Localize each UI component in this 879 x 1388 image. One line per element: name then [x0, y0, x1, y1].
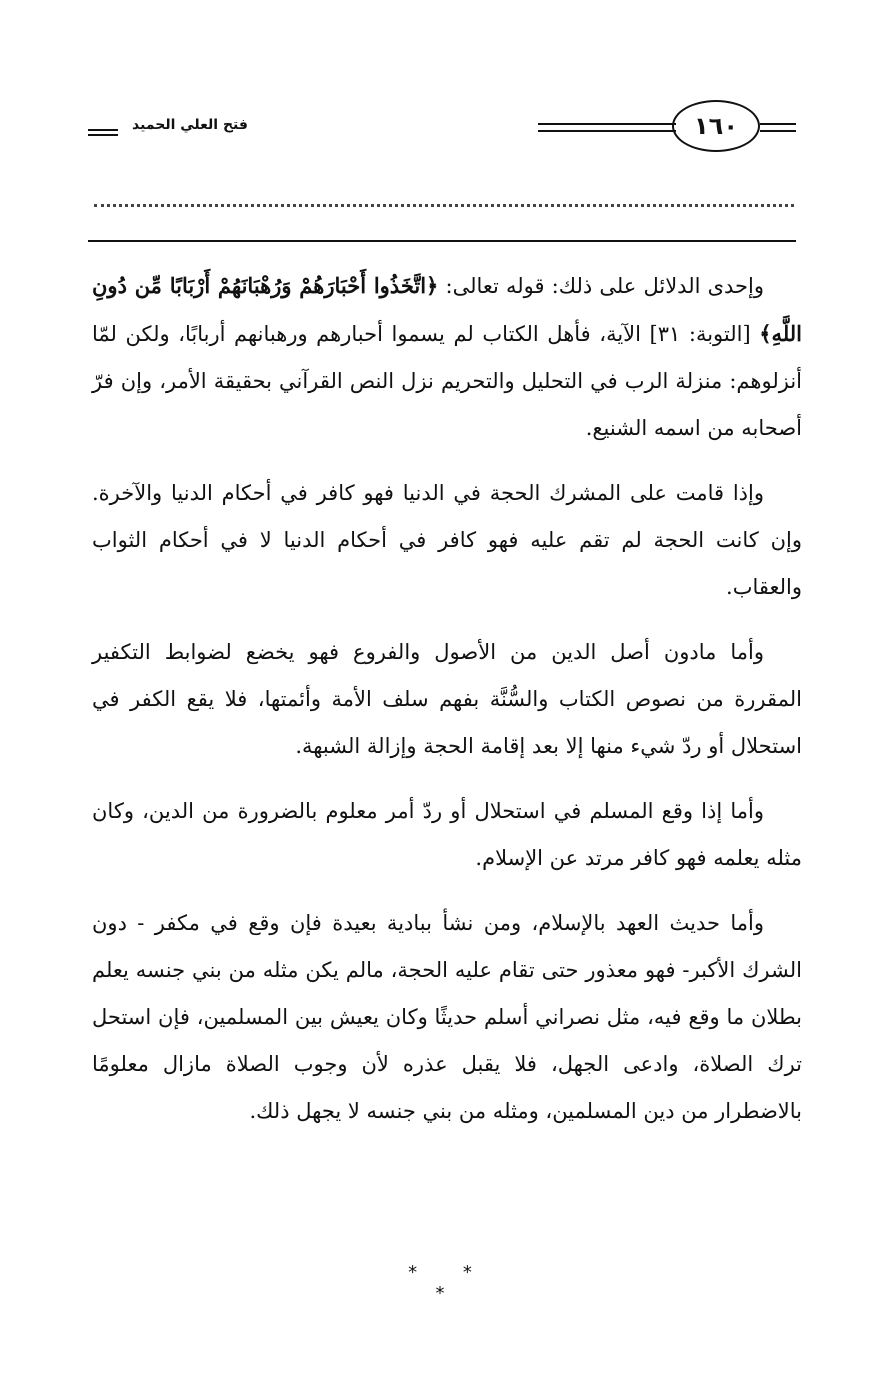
header-rule-lower [538, 130, 676, 132]
page-number: ١٦٠ [694, 112, 738, 140]
header-rule-right-upper [760, 123, 796, 125]
running-header-title: فتح العلي الحميد [132, 117, 248, 133]
dotted-separator [94, 204, 794, 207]
header-rule-left-top [88, 129, 118, 131]
paragraph-3: وأما مادون أصل الدين من الأصول والفروع فهو يخضع لضوابط التكفير المقررة من نصوص الكتاب والسُّنَّة بفهم سلف الأمة وأئمتها، فلا يقع الكفر في استحلال أو ردّ شيء منها إلا بعد إقامة الحجة وإزالة الشبهة. [92, 640, 802, 758]
p1-intro: وإحدى الدلائل على ذلك: قوله تعالى: [438, 274, 764, 298]
paragraph-1 [92, 262, 802, 452]
header-rule-left-bottom [88, 134, 118, 136]
header-rule-right-lower [760, 130, 796, 132]
paragraph-2: وإذا قامت على المشرك الحجة في الدنيا فهو كافر في أحكام الدنيا والآخرة. وإن كانت الحجة لم تقم عليه فهو كافر في أحكام الدنيا لا في أحكام الثواب والعقاب. [92, 481, 802, 599]
body-text [92, 262, 802, 1153]
section-end-ornament: * * * [408, 1262, 492, 1304]
page-number-oval [672, 100, 760, 152]
section-rule [88, 240, 796, 242]
quran-verse: ﴿اتَّخَذُوا أَحْبَارَهُمْ وَرُهْبَانَهُمْ أَرْبَابًا مِّن دُونِ اللَّهِ﴾ [92, 273, 802, 346]
paragraph-4: وأما إذا وقع المسلم في استحلال أو ردّ أمر معلوم بالضرورة من الدين، وكان مثله يعلمه فهو كافر مرتد عن الإسلام. [92, 799, 802, 870]
p1-rest: [التوبة: ٣١] الآية، فأهل الكتاب لم يسموا أحبارهم ورهبانهم أربابًا، ولكن لمّا أنزلوهم: منزلة الرب في التحليل والتحريم نزل النص القرآني بحقيقة الأمر، وإن فرّ أصحابه من اسمه الشنيع. [92, 322, 802, 440]
paragraph-5: وأما حديث العهد بالإسلام، ومن نشأ ببادية بعيدة فإن وقع في مكفر - دون الشرك الأكبر- فهو معذور حتى تقام عليه الحجة، مالم يكن مثله من بني جنسه يعلم بطلان ما وقع فيه، مثل نصراني أسلم حديثًا وكان يعيش بين المسلمين، فإن استحل ترك الصلاة، وادعى الجهل، فلا يقبل عذره لأن وجوب الصلاة مازال معلومًا بالاضطرار من دين المسلمين، ومثله من بني جنسه لا يجهل ذلك. [92, 911, 802, 1123]
header-rule-upper [538, 123, 676, 125]
